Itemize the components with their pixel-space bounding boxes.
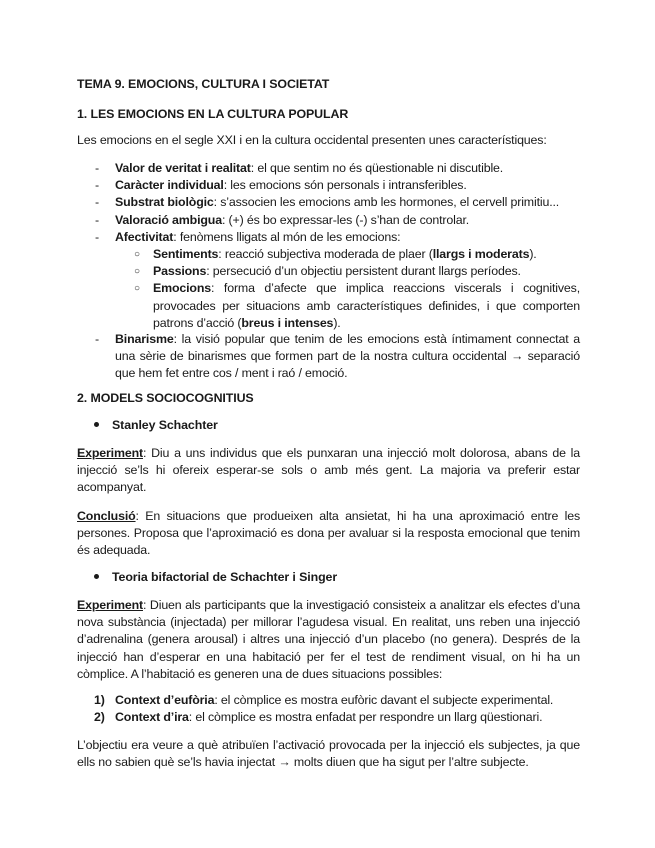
binarism-list [77, 331, 580, 383]
bullet-stanley-schachter: Stanley Schachter [94, 418, 218, 432]
section-1-heading: 1. LES EMOCIONS EN LA CULTURA POPULAR [77, 107, 349, 121]
conclusion-paragraph: Conclusió: En situacions que produeixen alta ansietat, hi ha una aproximació entre les persones. Proposa que l’aproximació es dona per avaluar si la resposta emocional que tenim és adequada. [77, 509, 580, 558]
contexts-list [94, 692, 580, 726]
list-item: - Substrat biològic: s’associen les emocions amb les hormones, el cervell primitiu... [95, 195, 560, 210]
experiment-1-paragraph: Experiment: Diu a uns individus que els punxaran una injecció molt dolorosa, abans de la injecció se’ls hi ofereix esperar-se sols o amb més gent. La majoria va preferir estar acompanyat. [77, 446, 580, 495]
list-item: - Binarisme: la visió popular que tenim de les emocions està íntimament connectat a una sèrie de binarismes que formen part de la nostra cultura occidental → separació que hem fet entre cos / ment i raó / emoció. [95, 332, 580, 381]
document-title: TEMA 9. EMOCIONS, CULTURA I SOCIETAT [77, 77, 330, 91]
bullet-dot-icon [94, 574, 99, 579]
bullet-bifactorial-theory: Teoria bifactorial de Schachter i Singer [94, 570, 337, 584]
list-item: - Valoració ambigua: (+) és bo expressar-les (-) s’han de controlar. [95, 212, 470, 227]
list-item: - Afectivitat: fenòmens lligats al món de les emocions: [95, 229, 401, 244]
section-1-intro: Les emocions en el segle XXI i en la cultura occidental presenten unes característiques: [77, 133, 547, 147]
experiment-2-paragraph: Experiment: Diuen als participants que la investigació consisteix a analitzar els efectes d’una nova substància (injectada) per millorar l’agudesa visual. En realitat, uns reben una injecció d’adrenalina (genera arousal) i altres una injecció d’un placebo (no genera). Després de la injecció han d’esperar en una habitació per fer el test de rendiment visual, on hi ha un còmplice. A l’habitació es generen una de dues situacions possibles: [77, 598, 580, 681]
sublist-item: ○ Sentiments: reacció subjectiva moderada de plaer (llargs i moderats). [134, 247, 537, 261]
list-item: - Valor de veritat i realitat: el que sentim no és qüestionable ni discutible. [95, 161, 504, 175]
list-item: 1) Context d’eufòria: el còmplice es mostra eufòric davant el subjecte experimental. [94, 693, 554, 707]
list-item: - Caràcter individual: les emocions són personals i intransferibles. [95, 178, 467, 193]
characteristics-list [77, 160, 580, 246]
closing-paragraph: L’objectiu era veure a què atribuïen l’activació provocada per la injecció els subjectes, ja que ells no sabien què se’ls havia injectat → molts diuen que ha sigut per l’altre subjecte. [77, 738, 580, 770]
sublist-item: ○ Emocions: forma d’afecte que implica reaccions viscerals i cognitives, provocades per situacions amb característiques definides, i que comporten patrons d’acció (breus i intenses). [134, 281, 580, 330]
list-item: 2) Context d’ira: el còmplice es mostra enfadat per respondre un llarg qüestionari. [94, 710, 543, 725]
sublist-item: ○ Passions: persecució d’un objectiu persistent durant llargs períodes. [134, 264, 521, 279]
section-2-heading: 2. MODELS SOCIOCOGNITIUS [77, 391, 254, 405]
bullet-dot-icon [94, 422, 99, 427]
affectivity-sublist [134, 246, 580, 332]
